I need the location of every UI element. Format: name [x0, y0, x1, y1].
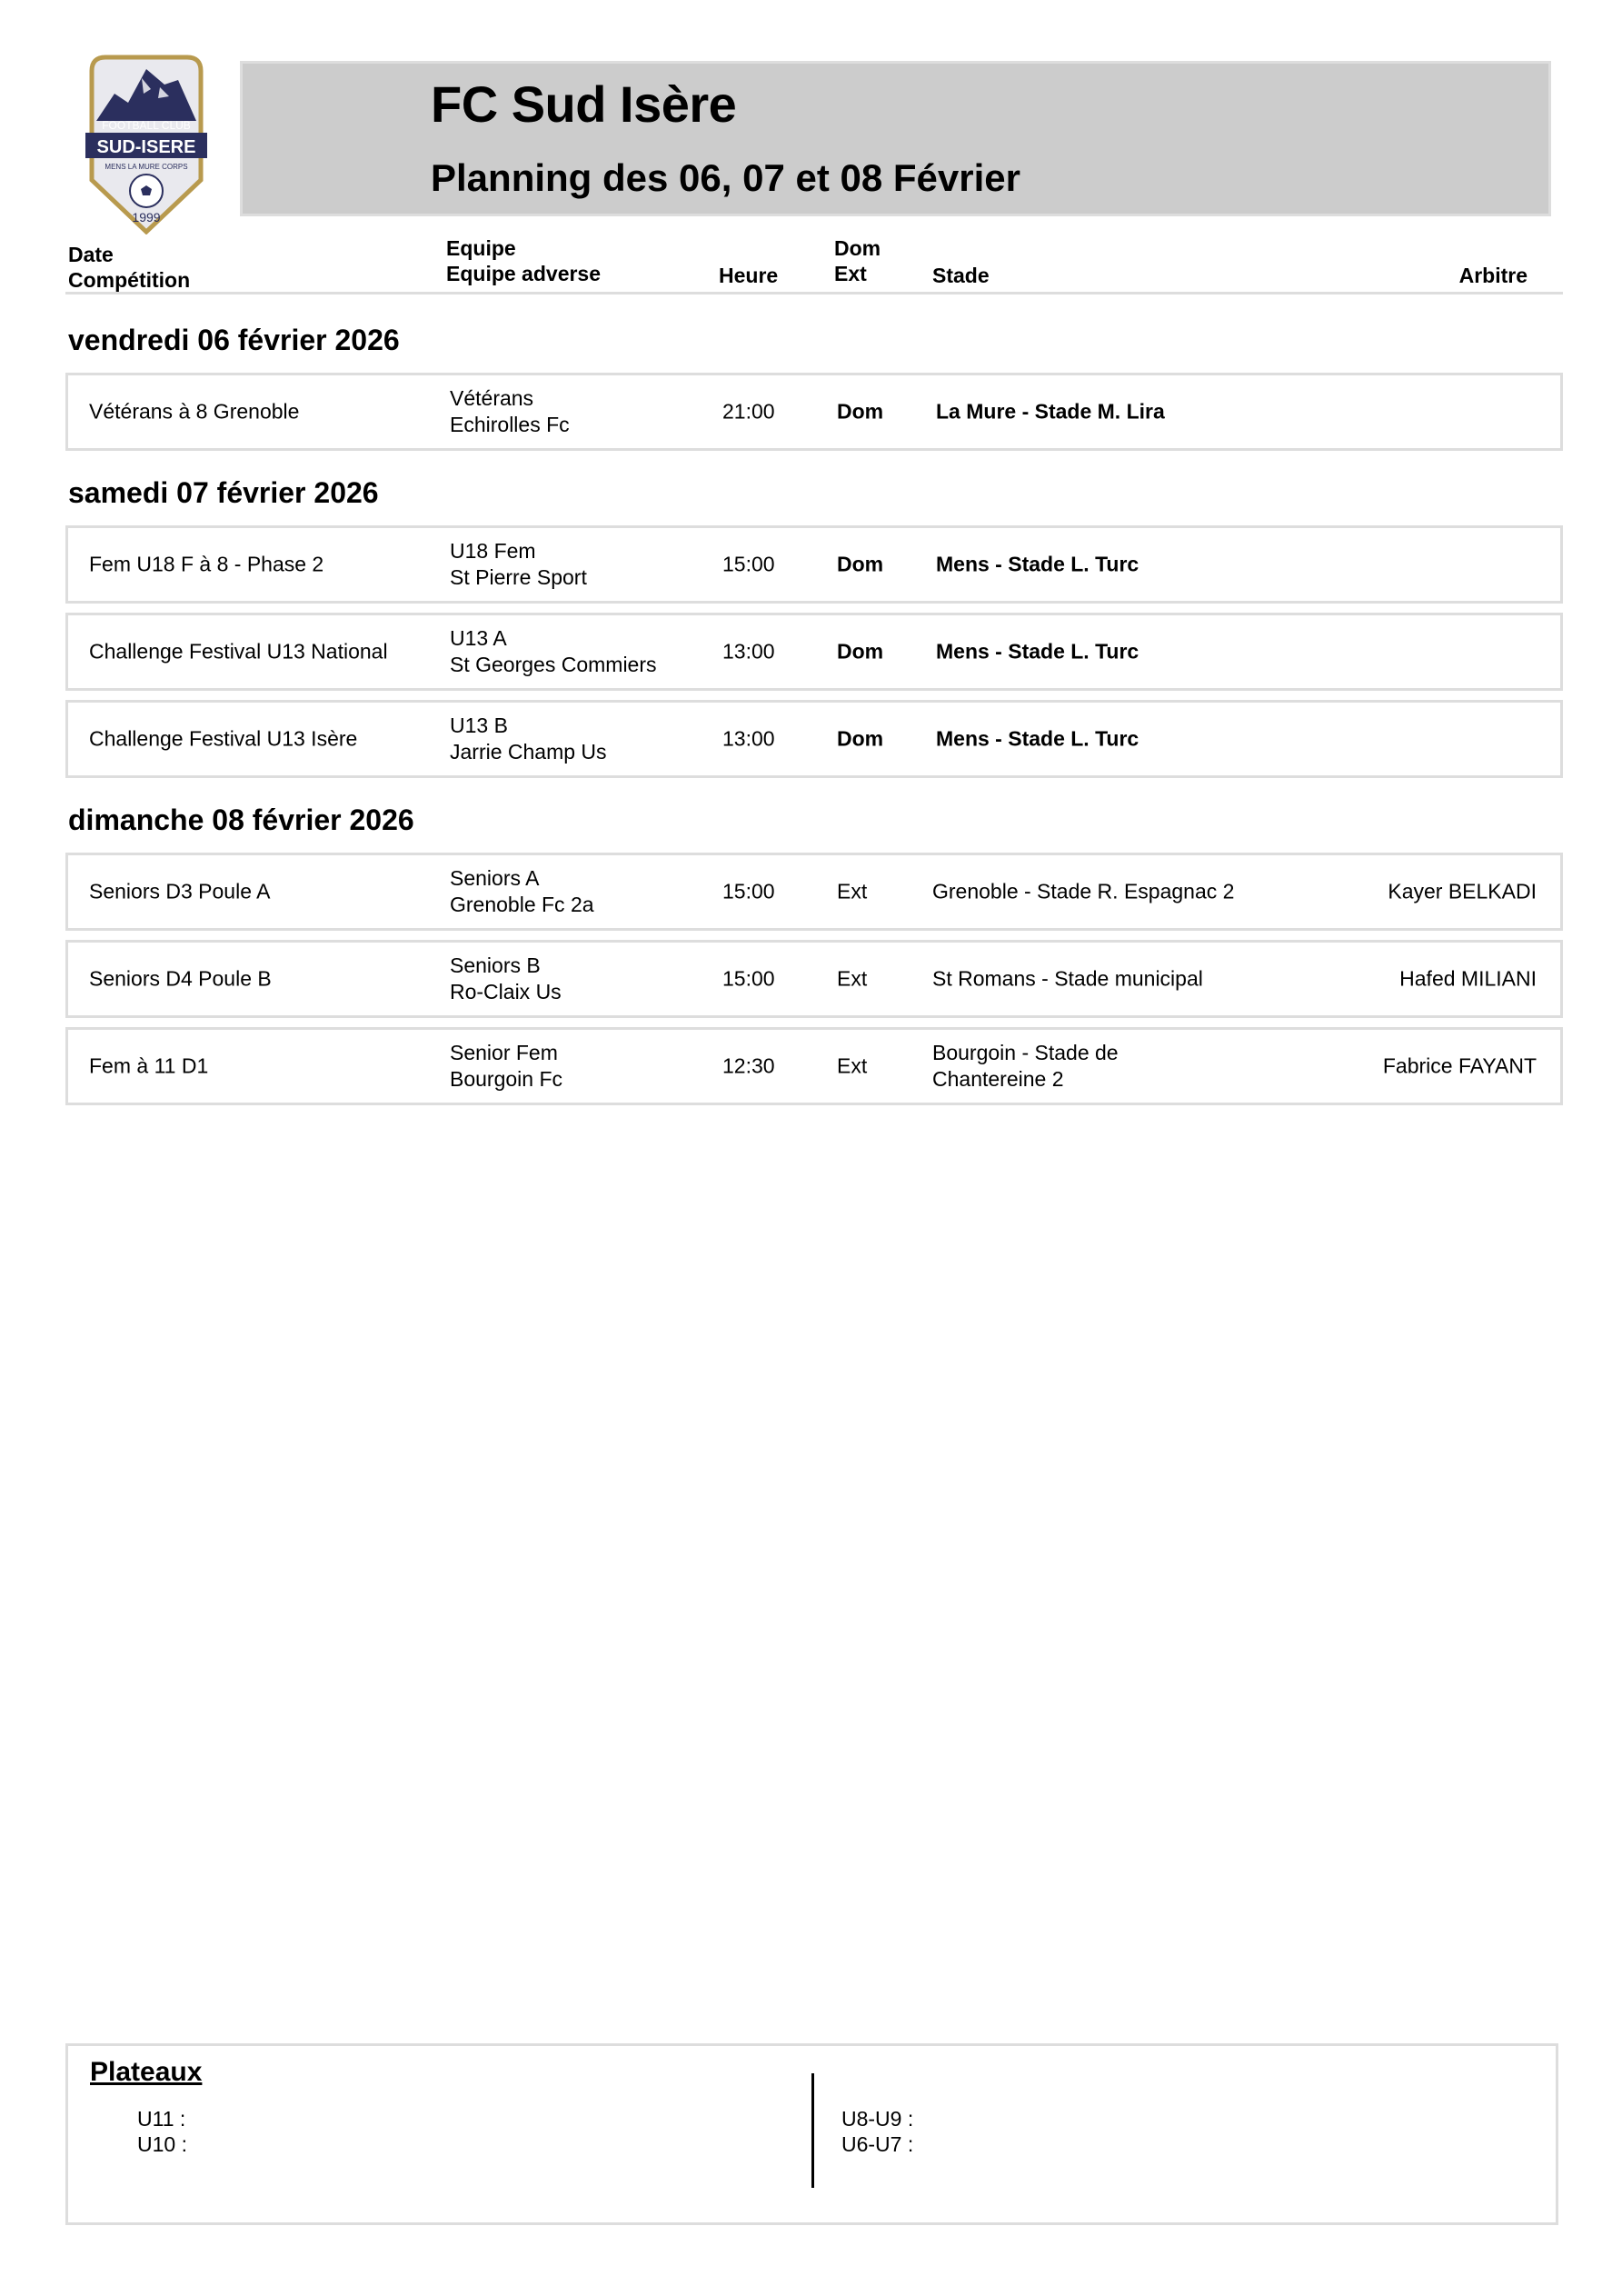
plateaux-box — [65, 2043, 1558, 2225]
match-team: Vétérans — [450, 386, 534, 410]
plateaux-right-list — [841, 2106, 913, 2157]
match-row — [65, 700, 1563, 778]
column-header-equipe-adverse: Equipe adverse — [446, 262, 602, 285]
planning-subtitle: Planning des 06, 07 et 08 Février — [431, 156, 1020, 199]
plateaux-u11: U11 : — [137, 2107, 186, 2131]
match-referee: Kayer BELKADI — [1388, 879, 1537, 903]
column-header-stade: Stade — [932, 264, 990, 287]
match-team: Seniors A — [450, 866, 540, 890]
match-time: 15:00 — [722, 879, 775, 903]
match-stadium: Bourgoin - Stade de Chantereine 2 — [932, 1041, 1119, 1091]
match-venue-type: Dom — [837, 639, 884, 664]
day-heading: dimanche 08 février 2026 — [68, 804, 414, 836]
column-header-ext: Ext — [834, 262, 867, 285]
match-teams — [450, 953, 562, 1005]
day-heading: vendredi 06 février 2026 — [68, 324, 400, 356]
match-time: 15:00 — [722, 966, 775, 991]
match-opponent: St Pierre Sport — [450, 565, 587, 589]
plateaux-u10: U10 : — [137, 2132, 187, 2156]
header-divider — [65, 292, 1563, 294]
match-team: U13 B — [450, 714, 508, 737]
match-competition: Seniors D3 Poule A — [89, 879, 271, 903]
match-time: 13:00 — [722, 726, 775, 751]
match-team: Seniors B — [450, 953, 541, 977]
match-venue-type: Ext — [837, 879, 868, 903]
column-header-heure: Heure — [719, 264, 779, 287]
svg-text:FOOTBALL CLUB: FOOTBALL CLUB — [102, 119, 191, 132]
match-teams — [450, 538, 587, 591]
match-venue-type: Ext — [837, 1053, 868, 1078]
club-logo — [78, 53, 214, 235]
svg-text:SUD-ISERE: SUD-ISERE — [96, 137, 196, 157]
plateaux-divider — [811, 2073, 814, 2188]
match-referee: Fabrice FAYANT — [1382, 1053, 1537, 1078]
match-time: 15:00 — [722, 552, 775, 576]
match-competition: Challenge Festival U13 National — [89, 639, 388, 664]
match-teams — [450, 713, 607, 765]
day-heading: samedi 07 février 2026 — [68, 476, 379, 509]
column-header-equipe: Equipe — [446, 236, 516, 260]
match-teams — [450, 385, 570, 438]
match-team: U18 Fem — [450, 539, 536, 563]
match-stadium: Mens - Stade L. Turc — [936, 552, 1139, 576]
plateaux-u6-u7: U6-U7 : — [841, 2132, 914, 2156]
match-row — [65, 1027, 1563, 1105]
match-competition: Vétérans à 8 Grenoble — [89, 399, 300, 424]
match-opponent: Echirolles Fc — [450, 413, 570, 436]
column-header-competition: Compétition — [68, 268, 191, 292]
club-title: FC Sud Isère — [431, 75, 737, 133]
match-competition: Fem U18 F à 8 - Phase 2 — [89, 552, 324, 576]
match-time: 12:30 — [722, 1053, 775, 1078]
plateaux-u8-u9: U8-U9 : — [841, 2107, 914, 2131]
match-row — [65, 373, 1563, 451]
match-opponent: St Georges Commiers — [450, 653, 657, 676]
match-stadium: Mens - Stade L. Turc — [936, 639, 1139, 664]
column-header-dom: Dom — [834, 236, 881, 260]
column-header-teams — [446, 235, 601, 286]
column-header-date: Date — [68, 243, 114, 266]
match-venue-type: Dom — [837, 552, 884, 576]
match-row — [65, 940, 1563, 1018]
match-opponent: Ro-Claix Us — [450, 980, 562, 1003]
match-teams — [450, 625, 657, 678]
match-competition: Seniors D4 Poule B — [89, 966, 272, 991]
svg-text:MENS LA MURE CORPS: MENS LA MURE CORPS — [104, 163, 188, 171]
column-header-dom-ext — [834, 235, 881, 286]
match-team: Senior Fem — [450, 1041, 558, 1064]
match-venue-type: Dom — [837, 399, 884, 424]
plateaux-title: Plateaux — [90, 2057, 203, 2087]
match-competition: Fem à 11 D1 — [89, 1053, 209, 1078]
svg-text:1999: 1999 — [132, 210, 161, 225]
match-stadium: Mens - Stade L. Turc — [936, 726, 1139, 751]
match-venue-type: Dom — [837, 726, 884, 751]
match-opponent: Grenoble Fc 2a — [450, 893, 594, 916]
column-header-arbitre: Arbitre — [1458, 264, 1527, 287]
match-team: U13 A — [450, 626, 507, 650]
plateaux-left-list — [137, 2106, 187, 2157]
match-opponent: Bourgoin Fc — [450, 1067, 563, 1091]
match-row — [65, 525, 1563, 604]
match-venue-type: Ext — [837, 966, 868, 991]
match-competition: Challenge Festival U13 Isère — [89, 726, 358, 751]
match-time: 13:00 — [722, 639, 775, 664]
match-teams — [450, 1040, 562, 1093]
match-opponent: Jarrie Champ Us — [450, 740, 607, 764]
column-header-date-competition — [68, 242, 190, 293]
match-referee: Hafed MILIANI — [1399, 966, 1537, 991]
match-time: 21:00 — [722, 399, 775, 424]
match-stadium: Grenoble - Stade R. Espagnac 2 — [932, 879, 1235, 903]
match-stadium: La Mure - Stade M. Lira — [936, 399, 1165, 424]
match-row — [65, 853, 1563, 931]
match-row — [65, 613, 1563, 691]
match-teams — [450, 865, 594, 918]
match-stadium: St Romans - Stade municipal — [932, 966, 1203, 991]
